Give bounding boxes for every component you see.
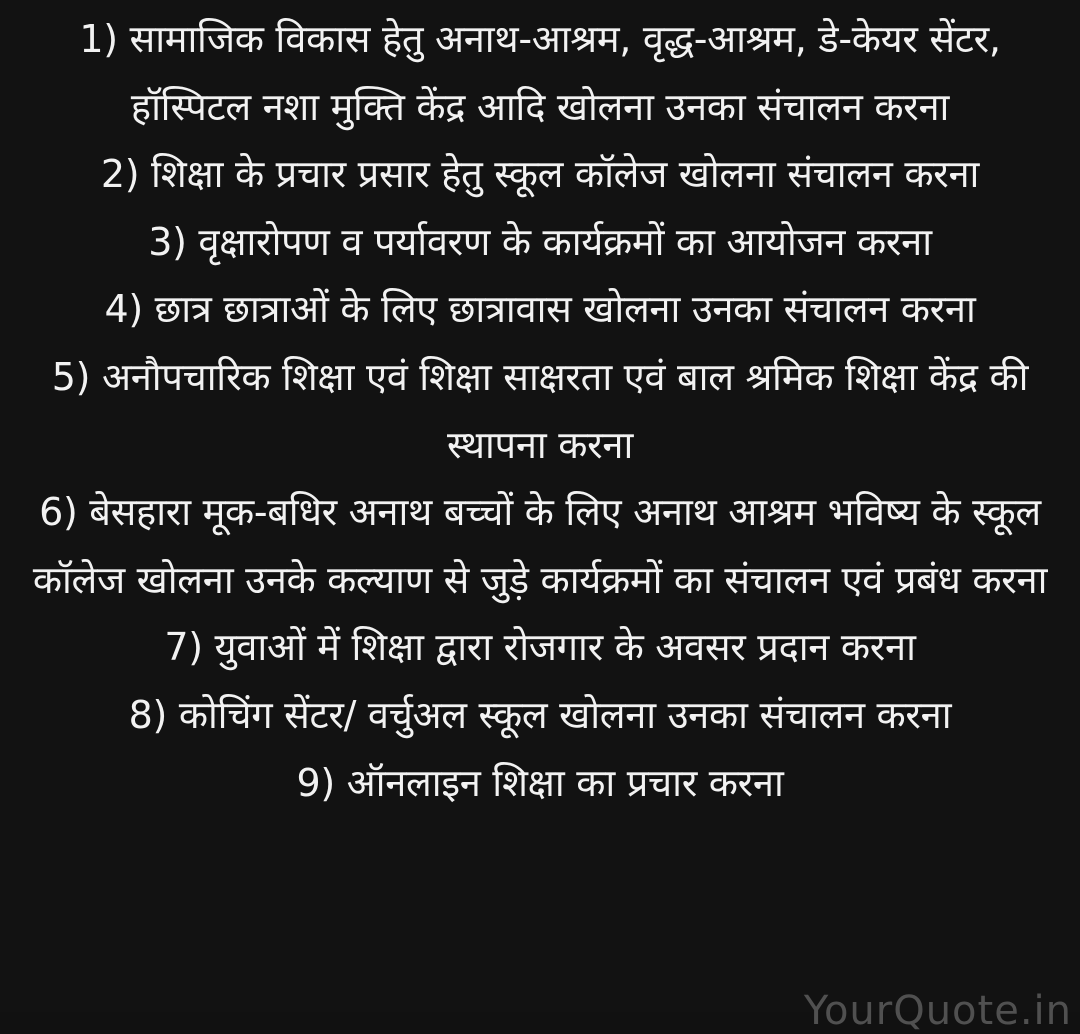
list-item-4: 4) छात्र छात्राओं के लिए छात्रावास खोलना उनका संचालन करना <box>104 287 976 332</box>
list-item-8: 8) कोचिंग सेंटर/ वर्चुअल स्कूल खोलना उनका संचालन करना <box>128 692 952 737</box>
list-item-5: 5) अनौपचारिक शिक्षा एवं शिक्षा साक्षरता एवं बाल श्रमिक शिक्षा केंद्र की स्थापना करना <box>51 354 1029 467</box>
list-item-2: 2) शिक्षा के प्रचार प्रसार हेतु स्कूल कॉलेज खोलना संचालन करना <box>100 152 980 197</box>
list-item-9: 9) ऑनलाइन शिक्षा का प्रचार करना <box>296 760 784 805</box>
list-item-7: 7) युवाओं में शिक्षा द्वारा रोजगार के अवसर प्रदान करना <box>164 625 916 670</box>
list-item-3: 3) वृक्षारोपण व पर्यावरण के कार्यक्रमों का आयोजन करना <box>148 219 932 264</box>
list-item-6: 6) बेसहारा मूक-बधिर अनाथ बच्चों के लिए अनाथ आश्रम भविष्य के स्कूल कॉलेज खोलना उनके कल्याण से जुड़े कार्यक्रमों का संचालन एवं प्रबंध करना <box>32 490 1048 602</box>
list-item-1: 1) सामाजिक विकास हेतु अनाथ-आश्रम, वृद्ध-आश्रम, डे-केयर सेंटर, हॉस्पिटल नशा मुक्ति केंद्र आदि खोलना उनका संचालन करना <box>79 17 1001 129</box>
watermark: YourQuote.in <box>803 988 1072 1034</box>
